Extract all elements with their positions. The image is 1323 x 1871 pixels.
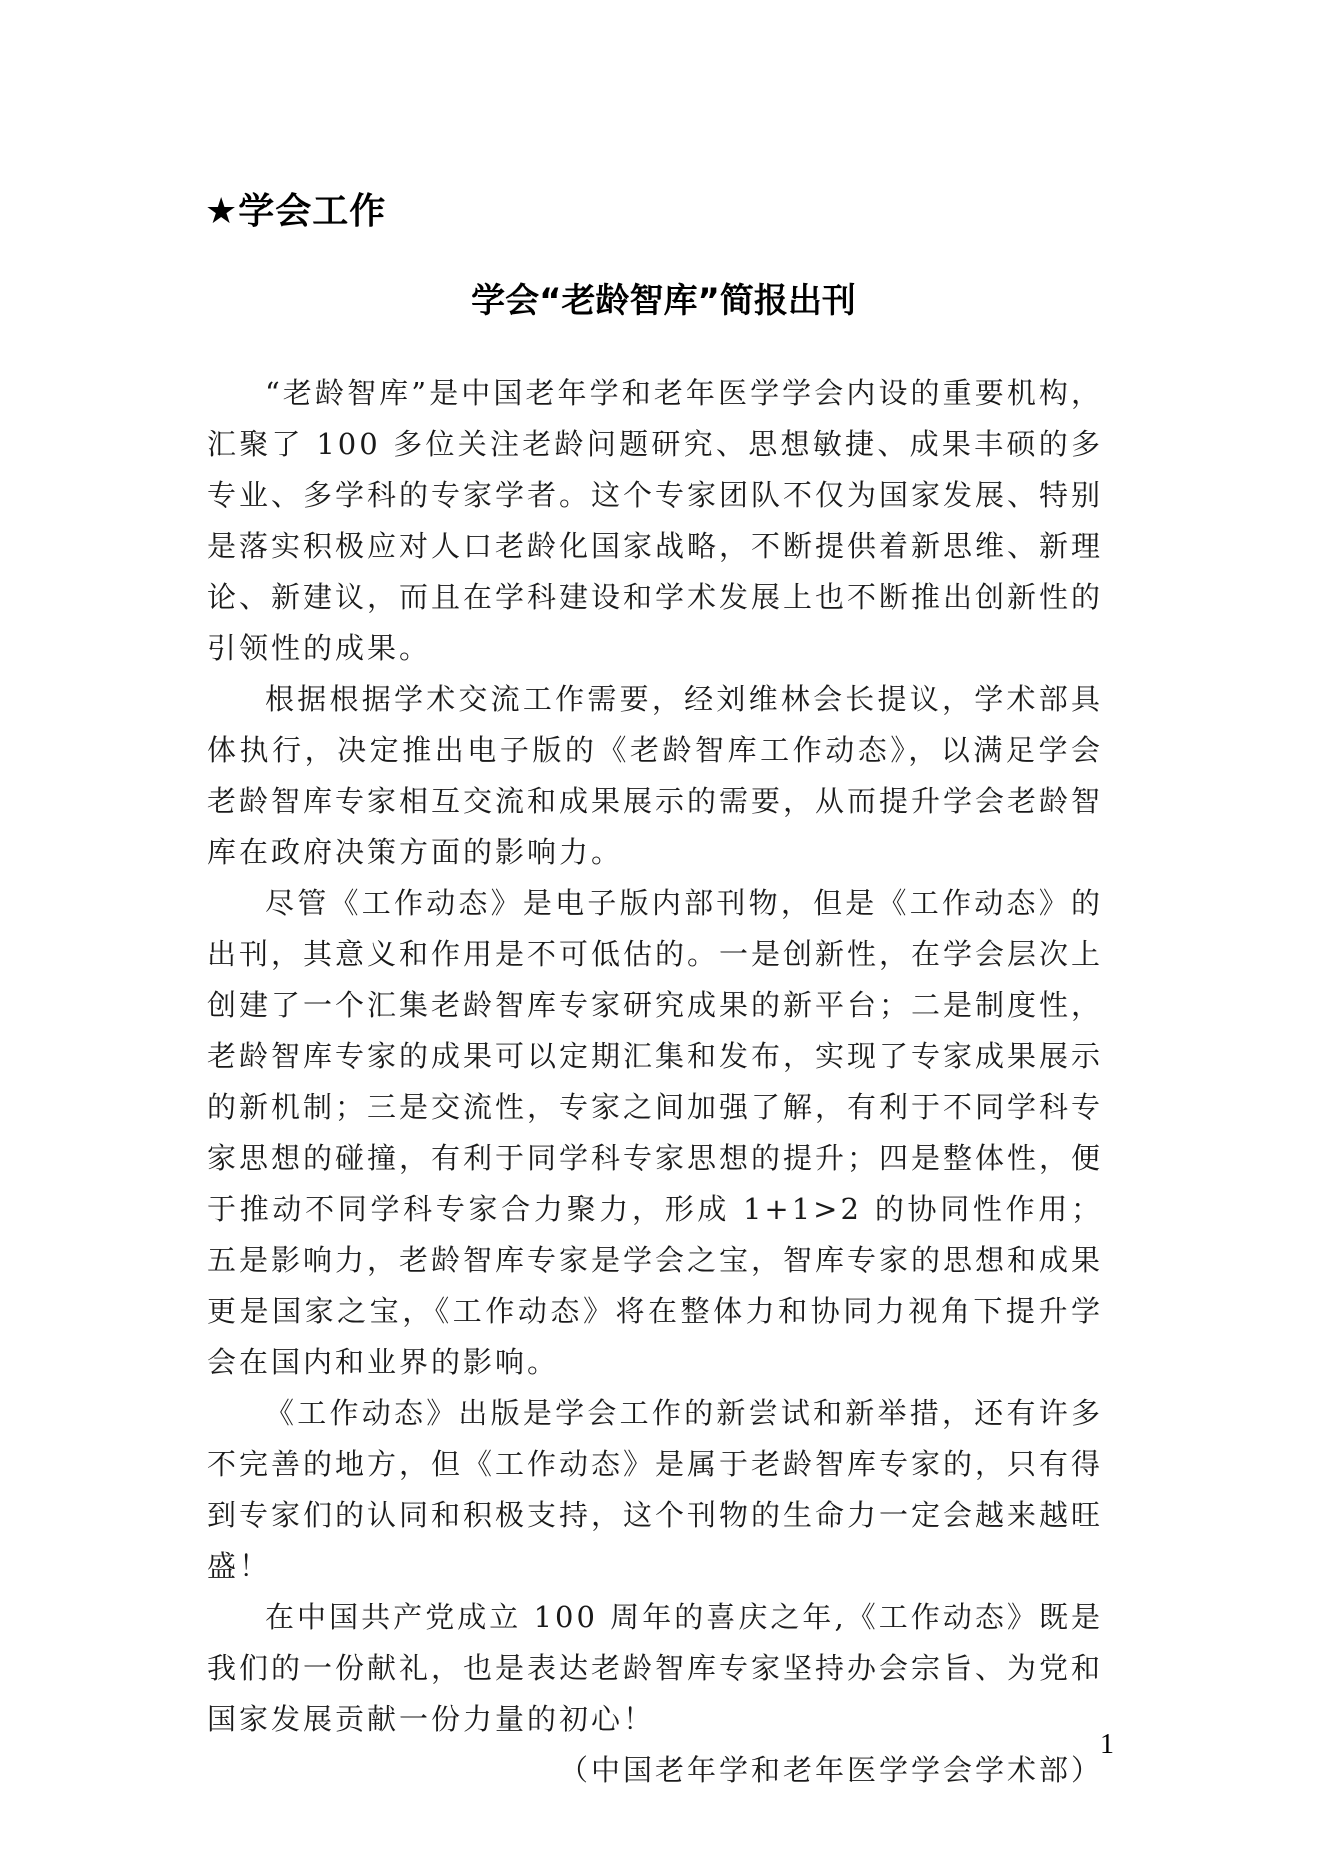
page-number: 1 (1100, 1729, 1114, 1760)
paragraph-outlook: 《工作动态》出版是学会工作的新尝试和新举措，还有许多不完善的地方，但《工作动态》是属于老龄智库专家的，只有得到专家们的认同和积极支持，这个刊物的生命力一定会越来越旺盛！ (207, 1396, 1104, 1583)
paragraph-intro: “老龄智库”是中国老年学和老年医学学会内设的重要机构，汇聚了 100 多位关注老龄问题研究、思想敏捷、成果丰硕的多专业、多学科的专家学者。这个专家团队不仅为国家发展、特别是落实积极应对人口老龄化国家战略，不断提供着新思维、新理论、新建议，而且在学科建设和学术发展上也不断推出创新性的引领性的成果。 (207, 376, 1104, 665)
paragraph-decision: 根据根据学术交流工作需要，经刘维林会长提议，学术部具体执行，决定推出电子版的《老龄智库工作动态》，以满足学会老龄智库专家相互交流和成果展示的需要，从而提升学会老龄智库在政府决策方面的影响力。 (207, 682, 1104, 869)
article-title: 学会“老龄智库”简报出刊 (471, 281, 856, 321)
paragraph-significance: 尽管《工作动态》是电子版内部刊物，但是《工作动态》的出刊，其意义和作用是不可低估的。一是创新性，在学会层次上创建了一个汇集老龄智库专家研究成果的新平台；二是制度性，老龄智库专家的成果可以定期汇集和发布，实现了专家成果展示的新机制；三是交流性，专家之间加强了解，有利于不同学科专家思想的碰撞，有利于同学科专家思想的提升；四是整体性，便于推动不同学科专家合力聚力，形成 1+1>2 的协同性作用；五是影响力，老龄智库专家是学会之宝，智库专家的思想和成果更是国家之宝，《工作动态》将在整体力和协同力视角下提升学会在国内和业界的影响。 (207, 886, 1104, 1379)
paragraph-dedication: 在中国共产党成立 100 周年的喜庆之年,《工作动态》既是我们的一份献礼，也是表达老龄智库专家坚持办会宗旨、为党和国家发展贡献一份力量的初心！ (207, 1600, 1104, 1736)
section-heading-text: 学会工作 (238, 191, 387, 232)
section-heading (205, 190, 386, 234)
article-body (207, 368, 1103, 1796)
star-icon: ★ (205, 191, 239, 232)
signature: （中国老年学和老年医学学会学术部） (558, 1753, 1103, 1787)
